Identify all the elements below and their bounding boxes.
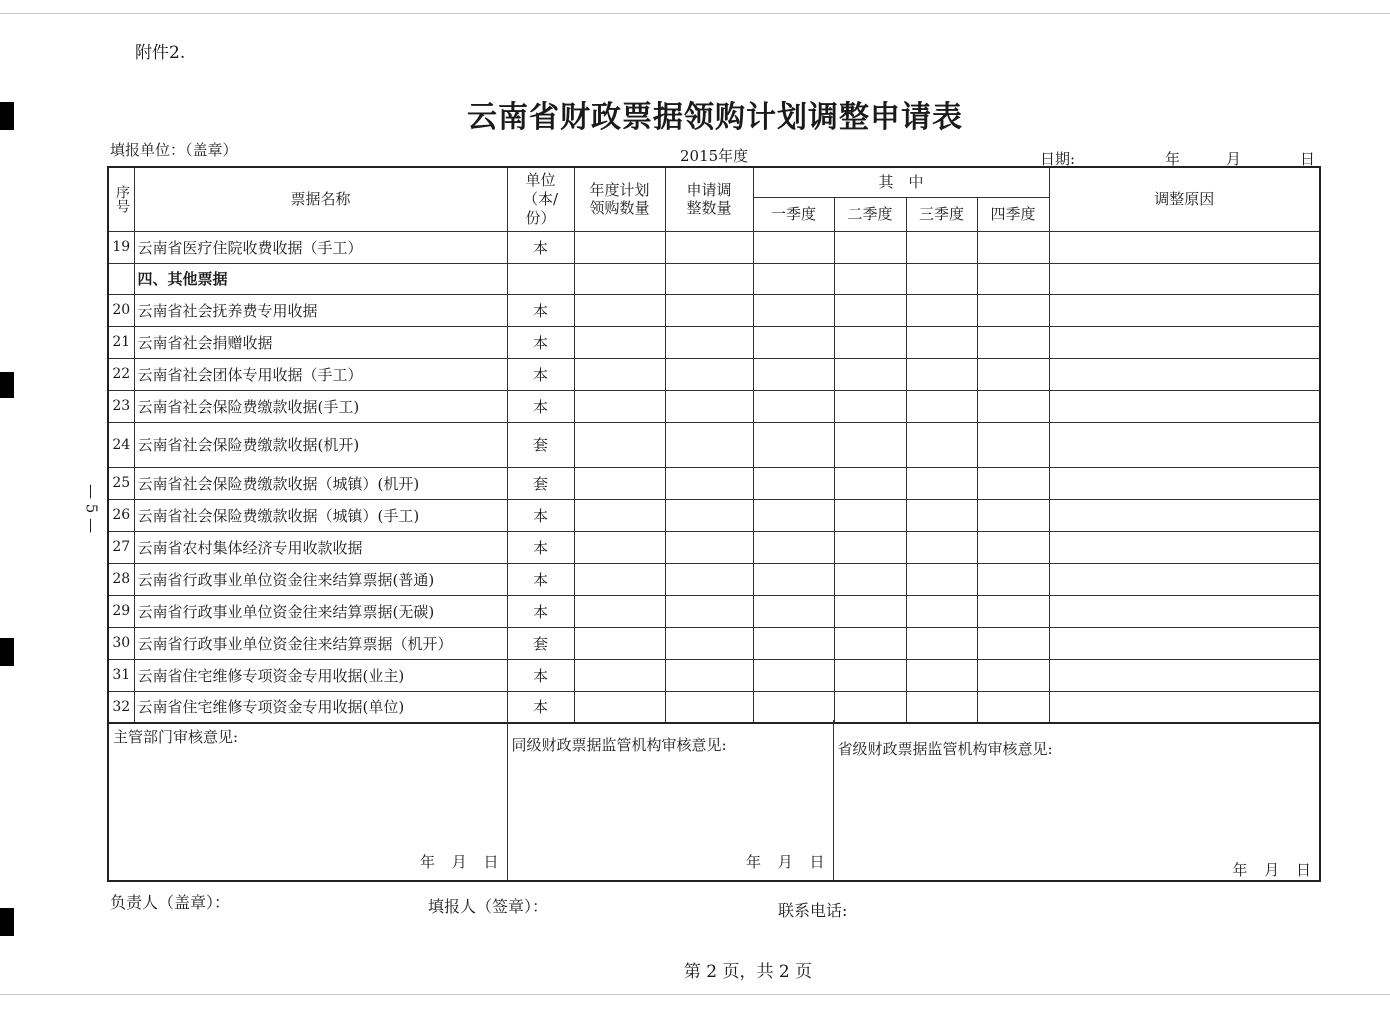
header-q3: 三季度: [906, 197, 977, 231]
cell-adjust-qty[interactable]: [665, 595, 753, 627]
cell-reason[interactable]: [1049, 231, 1320, 263]
table-row: [108, 499, 1320, 531]
header-q2: 二季度: [834, 197, 906, 231]
cell-q2[interactable]: [834, 422, 906, 467]
cell-q1[interactable]: [753, 263, 834, 294]
row-seq: 25: [108, 467, 134, 499]
row-name: 云南省住宅维修专项资金专用收据(业主): [134, 659, 507, 691]
cell-q4[interactable]: [977, 595, 1049, 627]
cell-q4[interactable]: [977, 294, 1049, 326]
cell-q4[interactable]: [977, 390, 1049, 422]
cell-reason[interactable]: [1049, 659, 1320, 691]
cell-annual-plan[interactable]: [574, 231, 665, 263]
dept-review-label: 主管部门审核意见:: [113, 728, 239, 746]
row-seq: 28: [108, 563, 134, 595]
same-level-review-box[interactable]: [507, 720, 833, 881]
cell-q3[interactable]: [906, 422, 977, 467]
cell-annual-plan[interactable]: [574, 531, 665, 563]
year-label: 2015年度: [680, 147, 749, 165]
row-unit: 本: [507, 659, 574, 691]
cell-q4[interactable]: [977, 231, 1049, 263]
provincial-review-label: 省级财政票据监管机构审核意见:: [837, 740, 1053, 758]
cell-reason[interactable]: [1049, 390, 1320, 422]
row-name: 云南省医疗住院收费收据（手工）: [134, 231, 507, 263]
dept-review-date: 年 月 日: [419, 853, 499, 871]
cell-q3[interactable]: [906, 595, 977, 627]
table-row: [108, 422, 1320, 467]
cell-q1[interactable]: [753, 231, 834, 263]
cell-q1[interactable]: [753, 627, 834, 659]
cell-q2[interactable]: [834, 499, 906, 531]
cell-q4[interactable]: [977, 358, 1049, 390]
cell-q4[interactable]: [977, 563, 1049, 595]
row-name: 云南省社会保险费缴款收据(手工): [134, 390, 507, 422]
cell-reason[interactable]: [1049, 499, 1320, 531]
row-unit: 本: [507, 595, 574, 627]
table-row: [108, 627, 1320, 659]
cell-q2[interactable]: [834, 467, 906, 499]
cell-q3[interactable]: [906, 659, 977, 691]
cell-q3[interactable]: [906, 231, 977, 263]
cell-q1[interactable]: [753, 326, 834, 358]
cell-reason[interactable]: [1049, 563, 1320, 595]
review-section: [107, 720, 1321, 882]
cell-q1[interactable]: [753, 563, 834, 595]
header-q1: 一季度: [753, 197, 834, 231]
cell-q3[interactable]: [906, 531, 977, 563]
cell-q1[interactable]: [753, 531, 834, 563]
cell-q4[interactable]: [977, 422, 1049, 467]
form-title: 云南省财政票据领购计划调整申请表: [467, 100, 963, 135]
date-label: 日期:: [1040, 150, 1076, 168]
phone-label: 联系电话:: [778, 901, 848, 920]
cell-q4[interactable]: [977, 499, 1049, 531]
cell-annual-plan[interactable]: [574, 467, 665, 499]
row-unit: 本: [507, 499, 574, 531]
cell-q3[interactable]: [906, 691, 977, 723]
cell-q1[interactable]: [753, 659, 834, 691]
row-unit: 本: [507, 358, 574, 390]
table-body: [108, 231, 1320, 723]
cell-reason[interactable]: [1049, 627, 1320, 659]
scan-edge-bottom: [0, 994, 1390, 995]
cell-reason[interactable]: [1049, 691, 1320, 723]
cell-q1[interactable]: [753, 422, 834, 467]
cell-adjust-qty[interactable]: [665, 467, 753, 499]
table-row: [108, 531, 1320, 563]
cell-q4[interactable]: [977, 659, 1049, 691]
side-page-mark-text: — 5 —: [82, 484, 101, 534]
cell-q3[interactable]: [906, 563, 977, 595]
cell-q2[interactable]: [834, 263, 906, 294]
binding-mark: [0, 638, 14, 666]
row-name: 云南省行政事业单位资金往来结算票据(无碳): [134, 595, 507, 627]
cell-reason[interactable]: [1049, 595, 1320, 627]
row-seq: 20: [108, 294, 134, 326]
header-annual-plan: 年度计划领购数量: [574, 167, 665, 231]
same-level-review-date: 年 月 日: [745, 853, 825, 871]
row-seq: 19: [108, 231, 134, 263]
row-unit: 套: [507, 422, 574, 467]
cell-reason[interactable]: [1049, 294, 1320, 326]
row-seq: 23: [108, 390, 134, 422]
cell-adjust-qty[interactable]: [665, 263, 753, 294]
row-name: 云南省社会捐赠收据: [134, 326, 507, 358]
cell-reason[interactable]: [1049, 467, 1320, 499]
cell-q4[interactable]: [977, 627, 1049, 659]
table-row: [108, 326, 1320, 358]
row-name: 云南省社会保险费缴款收据（城镇）(机开): [134, 467, 507, 499]
row-unit: 本: [507, 231, 574, 263]
scan-edge-top: [0, 13, 1390, 14]
row-name: 云南省农村集体经济专用收款收据: [134, 531, 507, 563]
cell-q3[interactable]: [906, 326, 977, 358]
table-row: [108, 563, 1320, 595]
cell-annual-plan[interactable]: [574, 595, 665, 627]
table-row: [108, 390, 1320, 422]
section-row: [108, 263, 1320, 294]
cell-q2[interactable]: [834, 531, 906, 563]
header-among: 其 中: [753, 167, 1049, 197]
cell-q4[interactable]: [977, 263, 1049, 294]
row-name: 云南省社会保险费缴款收据（城镇）(手工): [134, 499, 507, 531]
cell-reason[interactable]: [1049, 358, 1320, 390]
side-page-mark: [80, 484, 102, 533]
row-name: 云南省住宅维修专项资金专用收据(单位): [134, 691, 507, 723]
provincial-review-date: 年 月 日: [1232, 861, 1311, 879]
same-level-review-label: 同级财政票据监管机构审核意见:: [511, 736, 727, 754]
cell-q3[interactable]: [906, 263, 977, 294]
cell-q2[interactable]: [834, 627, 906, 659]
cell-annual-plan[interactable]: [574, 263, 665, 294]
header-name: 票据名称: [134, 167, 507, 231]
table-row: [108, 467, 1320, 499]
date-day: 日: [1300, 150, 1316, 168]
cell-annual-plan[interactable]: [574, 422, 665, 467]
provincial-review-box[interactable]: [833, 720, 1320, 881]
cell-q3[interactable]: [906, 467, 977, 499]
date-month: 月: [1226, 150, 1242, 168]
cell-annual-plan[interactable]: [574, 499, 665, 531]
application-table: [107, 166, 1321, 724]
cell-q4[interactable]: [977, 531, 1049, 563]
cell-annual-plan[interactable]: [574, 627, 665, 659]
responsible-label: 负责人（盖章）：: [110, 893, 231, 912]
fill-unit-label: 填报单位：（盖章）: [110, 141, 238, 159]
cell-adjust-qty[interactable]: [665, 691, 753, 723]
row-seq: 30: [108, 627, 134, 659]
binding-mark: [0, 372, 14, 398]
cell-adjust-qty[interactable]: [665, 231, 753, 263]
cell-annual-plan[interactable]: [574, 294, 665, 326]
header-reason: 调整原因: [1049, 167, 1320, 231]
header-q4: 四季度: [977, 197, 1049, 231]
header-unit: 单位（本/份）: [507, 167, 574, 231]
cell-q2[interactable]: [834, 294, 906, 326]
cell-q2[interactable]: [834, 326, 906, 358]
row-name: 云南省行政事业单位资金往来结算票据（机开）: [134, 627, 507, 659]
row-seq: [108, 263, 134, 294]
table-row: [108, 659, 1320, 691]
cell-q2[interactable]: [834, 231, 906, 263]
cell-q3[interactable]: [906, 390, 977, 422]
binding-mark: [0, 908, 14, 936]
table-row: [108, 358, 1320, 390]
cell-q1[interactable]: [753, 467, 834, 499]
date-year: 年: [1165, 150, 1181, 168]
cell-adjust-qty[interactable]: [665, 390, 753, 422]
cell-q3[interactable]: [906, 499, 977, 531]
cell-annual-plan[interactable]: [574, 659, 665, 691]
cell-q1[interactable]: [753, 294, 834, 326]
cell-adjust-qty[interactable]: [665, 563, 753, 595]
cell-q3[interactable]: [906, 294, 977, 326]
row-unit: 本: [507, 531, 574, 563]
row-seq: 27: [108, 531, 134, 563]
row-seq: 29: [108, 595, 134, 627]
row-unit: 套: [507, 627, 574, 659]
row-seq: 31: [108, 659, 134, 691]
dept-review-box[interactable]: [108, 720, 507, 881]
cell-reason[interactable]: [1049, 263, 1320, 294]
cell-adjust-qty[interactable]: [665, 326, 753, 358]
cell-q1[interactable]: [753, 390, 834, 422]
row-unit: 本: [507, 691, 574, 723]
cell-q3[interactable]: [906, 627, 977, 659]
cell-annual-plan[interactable]: [574, 563, 665, 595]
cell-reason[interactable]: [1049, 326, 1320, 358]
cell-q2[interactable]: [834, 659, 906, 691]
row-name: 云南省社会抚养费专用收据: [134, 294, 507, 326]
page-number: 第 2 页，共 2 页: [683, 962, 813, 982]
cell-reason[interactable]: [1049, 422, 1320, 467]
cell-q1[interactable]: [753, 358, 834, 390]
cell-adjust-qty[interactable]: [665, 422, 753, 467]
header-seq: 序号: [108, 167, 134, 231]
cell-annual-plan[interactable]: [574, 691, 665, 723]
cell-annual-plan[interactable]: [574, 326, 665, 358]
row-unit: 本: [507, 326, 574, 358]
row-name: 云南省社会团体专用收据（手工）: [134, 358, 507, 390]
cell-q4[interactable]: [977, 467, 1049, 499]
row-name: 云南省社会保险费缴款收据(机开): [134, 422, 507, 467]
cell-q1[interactable]: [753, 595, 834, 627]
cell-q2[interactable]: [834, 691, 906, 723]
table-row: [108, 691, 1320, 723]
table-row: [108, 595, 1320, 627]
cell-q2[interactable]: [834, 563, 906, 595]
cell-q4[interactable]: [977, 691, 1049, 723]
row-seq: 24: [108, 422, 134, 467]
cell-q2[interactable]: [834, 595, 906, 627]
row-unit: 本: [507, 294, 574, 326]
cell-adjust-qty[interactable]: [665, 659, 753, 691]
cell-annual-plan[interactable]: [574, 390, 665, 422]
cell-adjust-qty[interactable]: [665, 358, 753, 390]
cell-annual-plan[interactable]: [574, 358, 665, 390]
row-seq: 22: [108, 358, 134, 390]
row-seq: 32: [108, 691, 134, 723]
cell-q1[interactable]: [753, 691, 834, 723]
cell-q1[interactable]: [753, 499, 834, 531]
cell-q3[interactable]: [906, 358, 977, 390]
row-unit: 套: [507, 467, 574, 499]
cell-adjust-qty[interactable]: [665, 531, 753, 563]
table-row: [108, 294, 1320, 326]
cell-q2[interactable]: [834, 390, 906, 422]
row-unit: 本: [507, 390, 574, 422]
table-row: [108, 231, 1320, 263]
row-seq: 26: [108, 499, 134, 531]
header-adjust-qty: 申请调整数量: [665, 167, 753, 231]
filler-label: 填报人（签章）：: [428, 897, 549, 916]
section-title: 四、其他票据: [134, 263, 507, 294]
annex-label: 附件2.: [135, 43, 186, 63]
row-name: 云南省行政事业单位资金往来结算票据(普通): [134, 563, 507, 595]
cell-q2[interactable]: [834, 358, 906, 390]
cell-adjust-qty[interactable]: [665, 294, 753, 326]
row-unit: 本: [507, 563, 574, 595]
cell-adjust-qty[interactable]: [665, 499, 753, 531]
row-unit: [507, 263, 574, 294]
cell-adjust-qty[interactable]: [665, 627, 753, 659]
cell-q4[interactable]: [977, 326, 1049, 358]
cell-reason[interactable]: [1049, 531, 1320, 563]
row-seq: 21: [108, 326, 134, 358]
